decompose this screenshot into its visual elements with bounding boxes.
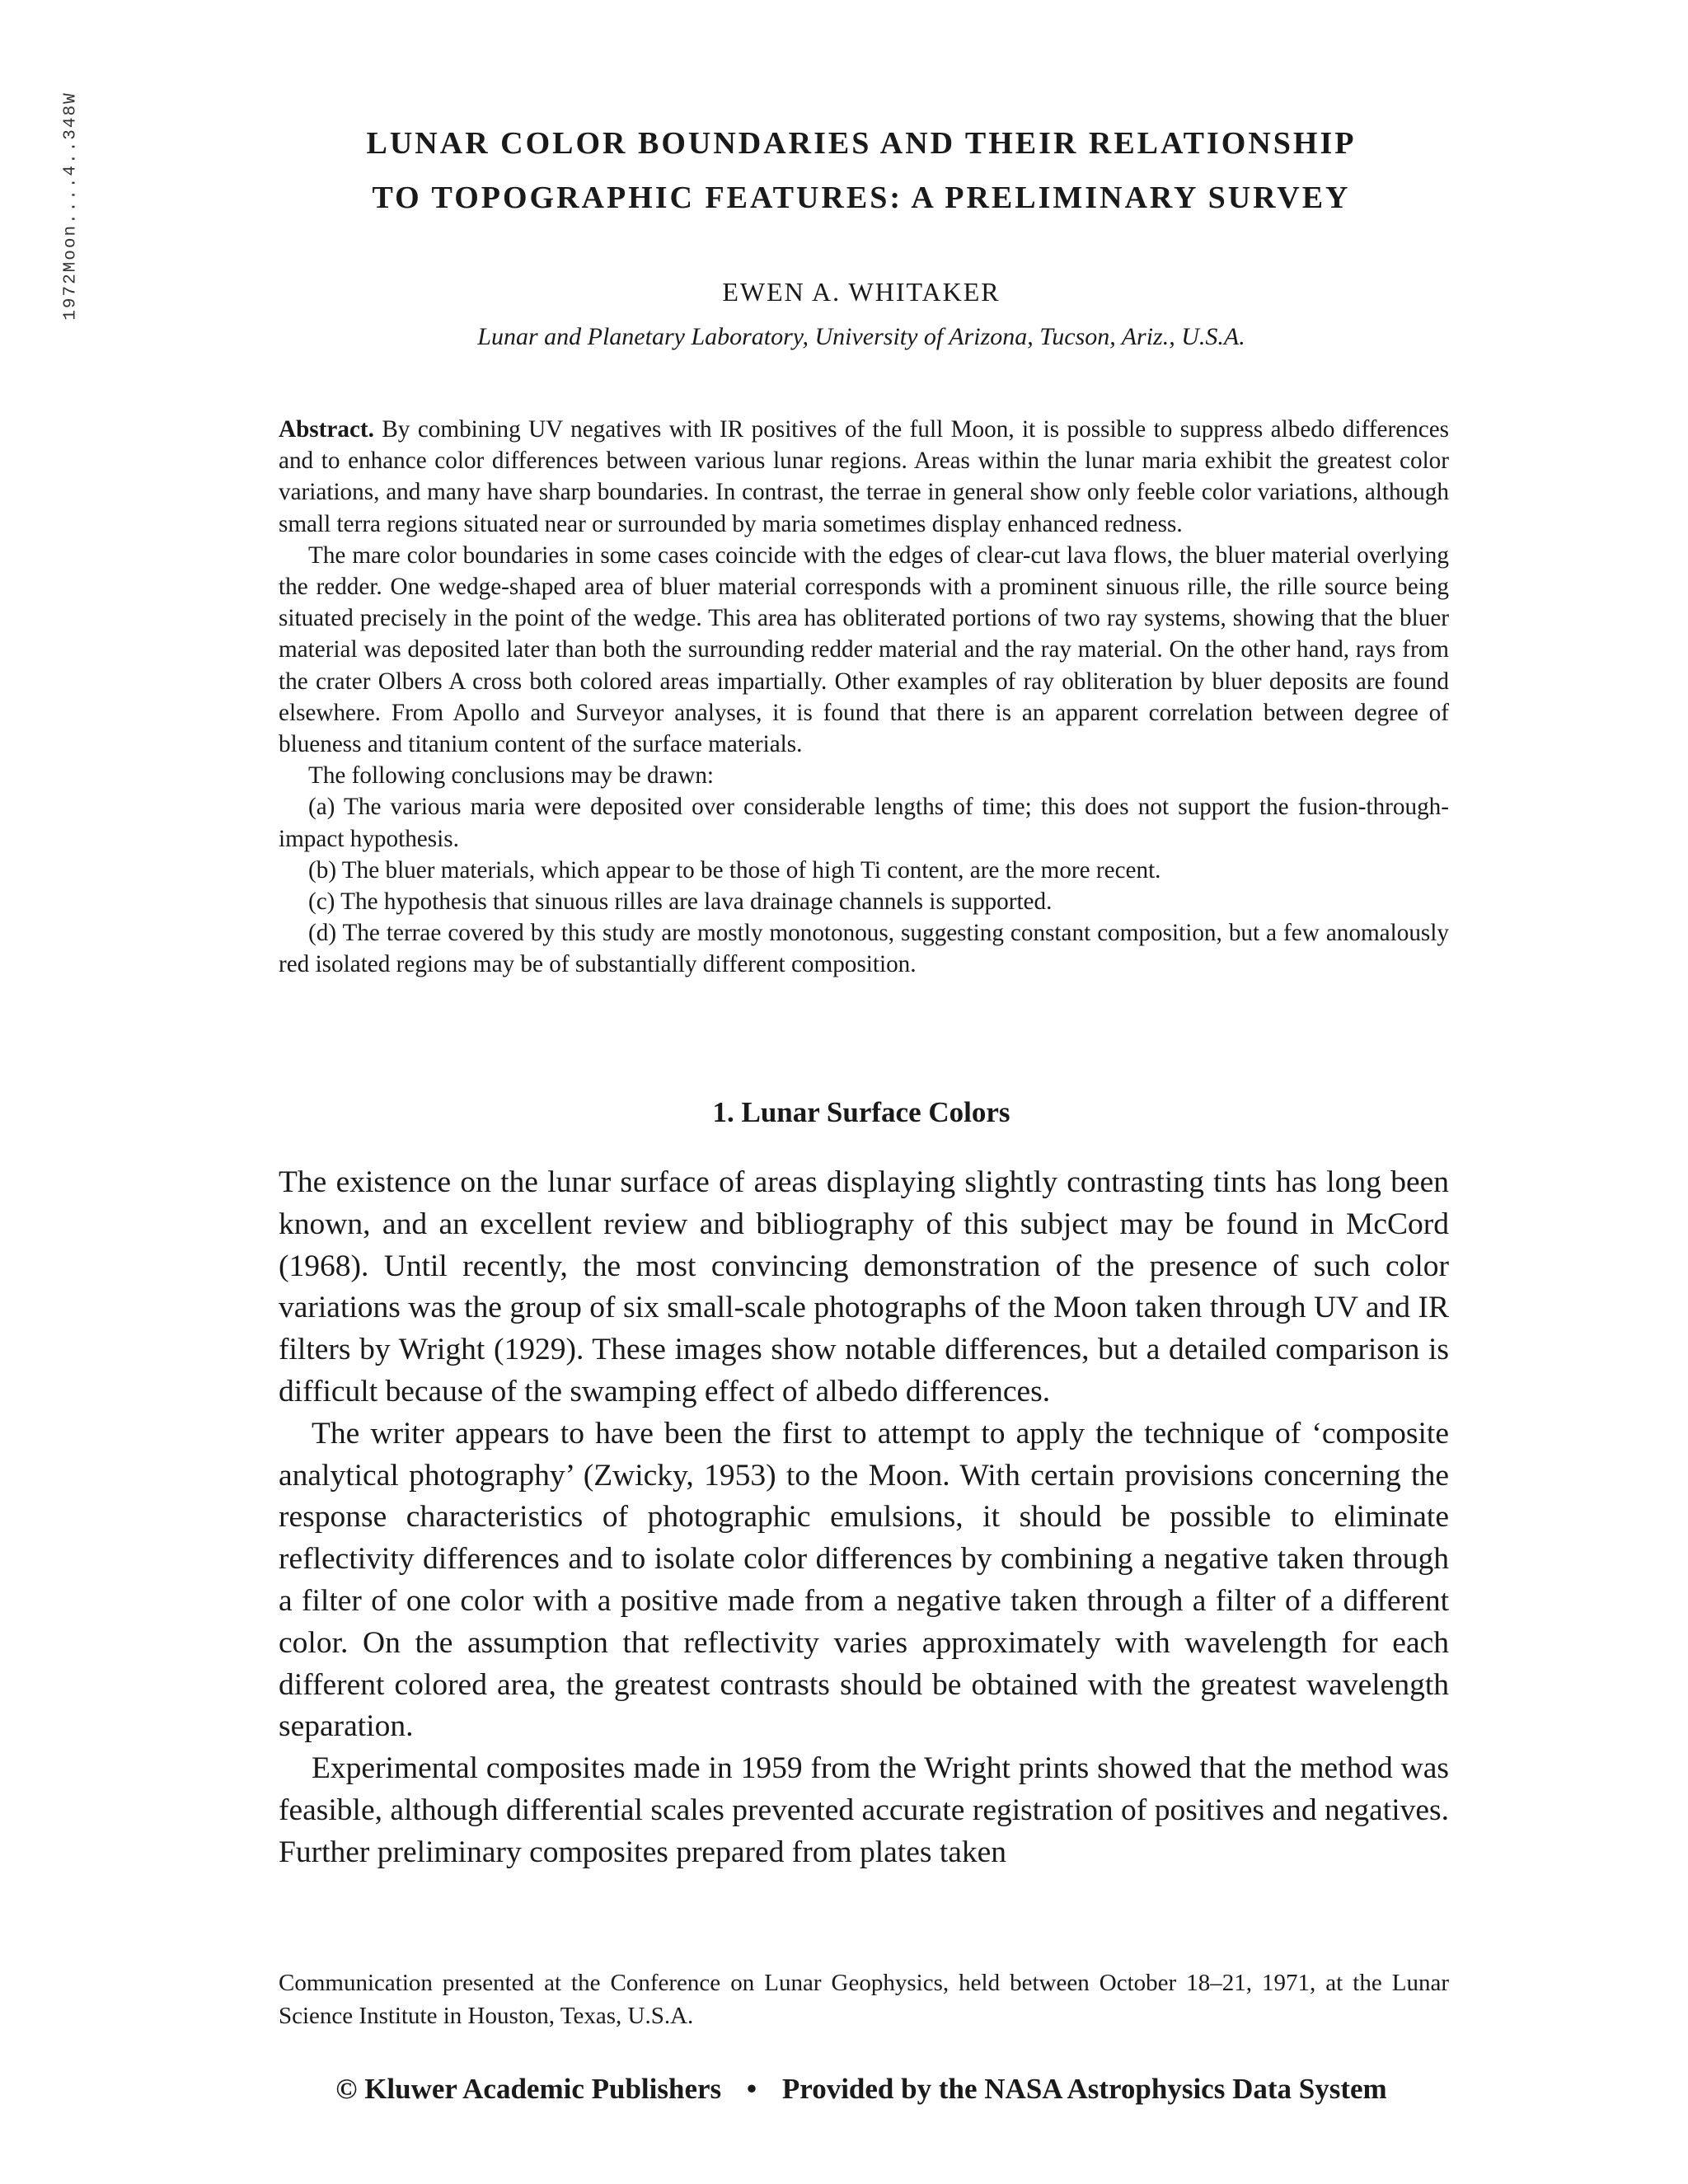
author-affiliation: Lunar and Planetary Laboratory, University of Arizona, Tucson, Ariz., U.S.A.	[477, 323, 1245, 350]
footnote-text: Communication presented at the Conference on Lunar Geophysics, held between October 18–21, 1971, at the Lunar Science Institute in Houston, Texas, U.S.A.	[279, 1970, 1449, 2029]
abstract-label: Abstract.	[279, 416, 374, 443]
abstract-paragraph-2: The mare color boundaries in some cases coincide with the edges of clear-cut lava flows, the bluer material overlying the redder. One wedge-shaped area of bluer material corresponds with a prominent sinuous rille, the rille source being situated precisely in the point of the wedge. This area has obliterated portions of two ray systems, showing that the bluer material was deposited later than both the surrounding redder material and the ray material. On the other hand, rays from the crater Olbers A cross both colored areas impartially. Other examples of ray obliteration by bluer deposits are found elsewhere. From Apollo and Surveyor analyses, it is found that there is an apparent correlation between degree of blueness and titanium content of the surface materials.	[279, 541, 1449, 758]
abstract-paragraph-1	[279, 414, 1449, 540]
footnote	[279, 1966, 1449, 2032]
body-paragraph-3: Experimental composites made in 1959 from the Wright prints showed that the method was feasible, although differential scales prevented accurate registration of positives and negatives. Further preliminary composites prepared from plates taken	[279, 1751, 1449, 1869]
abstract	[279, 414, 1449, 981]
paper-title-line-1: LUNAR COLOR BOUNDARIES AND THEIR RELATIONSHIP	[366, 126, 1357, 161]
abstract-conclusion-b: (b) The bluer materials, which appear to be those of high Ti content, are the more recent.	[308, 856, 1161, 883]
footer-provider: Provided by the NASA Astrophysics Data System	[781, 2073, 1387, 2105]
body-paragraph-1: The existence on the lunar surface of areas displaying slightly contrasting tints has long been known, and an excellent review and bibliography of this subject may be found in McCord (1968). Until recently, the most convincing demonstration of the presence of such color variations was the group of six small-scale photographs of the Moon taken through UV and IR filters by Wright (1929). These images show notable differences, but a detailed comparison is difficult because of the swamping effect of albedo differences.	[279, 1165, 1449, 1408]
footer-separator: •	[746, 2073, 757, 2105]
page-footer	[214, 2073, 1508, 2106]
bibcode-text: 1972Moon....4..348W	[61, 91, 81, 321]
footer-publisher: © Kluwer Academic Publishers	[335, 2073, 722, 2105]
author-name: EWEN A. WHITAKER	[722, 277, 1001, 307]
abstract-conclusions-intro: The following conclusions may be drawn:	[308, 762, 715, 790]
bibcode-margin-label	[30, 82, 112, 330]
abstract-conclusion-d: (d) The terrae covered by this study are mostly monotonous, suggesting constant composition, but a few anomalously red isolated regions may be of substantially different composition.	[279, 920, 1449, 978]
body-paragraph-2: The writer appears to have been the first to attempt to apply the technique of ‘composite analytical photography’ (Zwicky, 1953) to the Moon. With certain provisions concerning the response characteristics of photographic emulsions, it should be possible to eliminate reflectivity differences and to isolate color differences by combining a negative taken through a filter of one color with a positive made from a negative taken through a filter of a different color. On the assumption that reflectivity varies approximately with wavelength for each different colored area, the greatest contrasts should be obtained with the greatest wavelength separation.	[279, 1416, 1449, 1744]
abstract-conclusion-c: (c) The hypothesis that sinuous rilles are lava drainage channels is supported.	[308, 888, 1053, 916]
paper-title-line-2: TO TOPOGRAPHIC FEATURES: A PRELIMINARY SURVEY	[372, 180, 1351, 215]
abstract-conclusion-a: (a) The various maria were deposited over considerable lengths of time; this does not support the fusion-through-impact hypothesis.	[279, 794, 1449, 852]
section-heading: 1. Lunar Surface Colors	[712, 1096, 1010, 1128]
section-body	[279, 1162, 1449, 1874]
abstract-paragraph-1-text: By combining UV negatives with IR positives of the full Moon, it is possible to suppress albedo differences and to enhance color differences between various lunar regions. Areas within the lunar maria exhibit the greatest color variations, and many have sharp boundaries. In contrast, the terrae in general show only feeble color variations, although small terra regions situated near or surrounded by maria sometimes display enhanced redness.	[279, 416, 1450, 537]
